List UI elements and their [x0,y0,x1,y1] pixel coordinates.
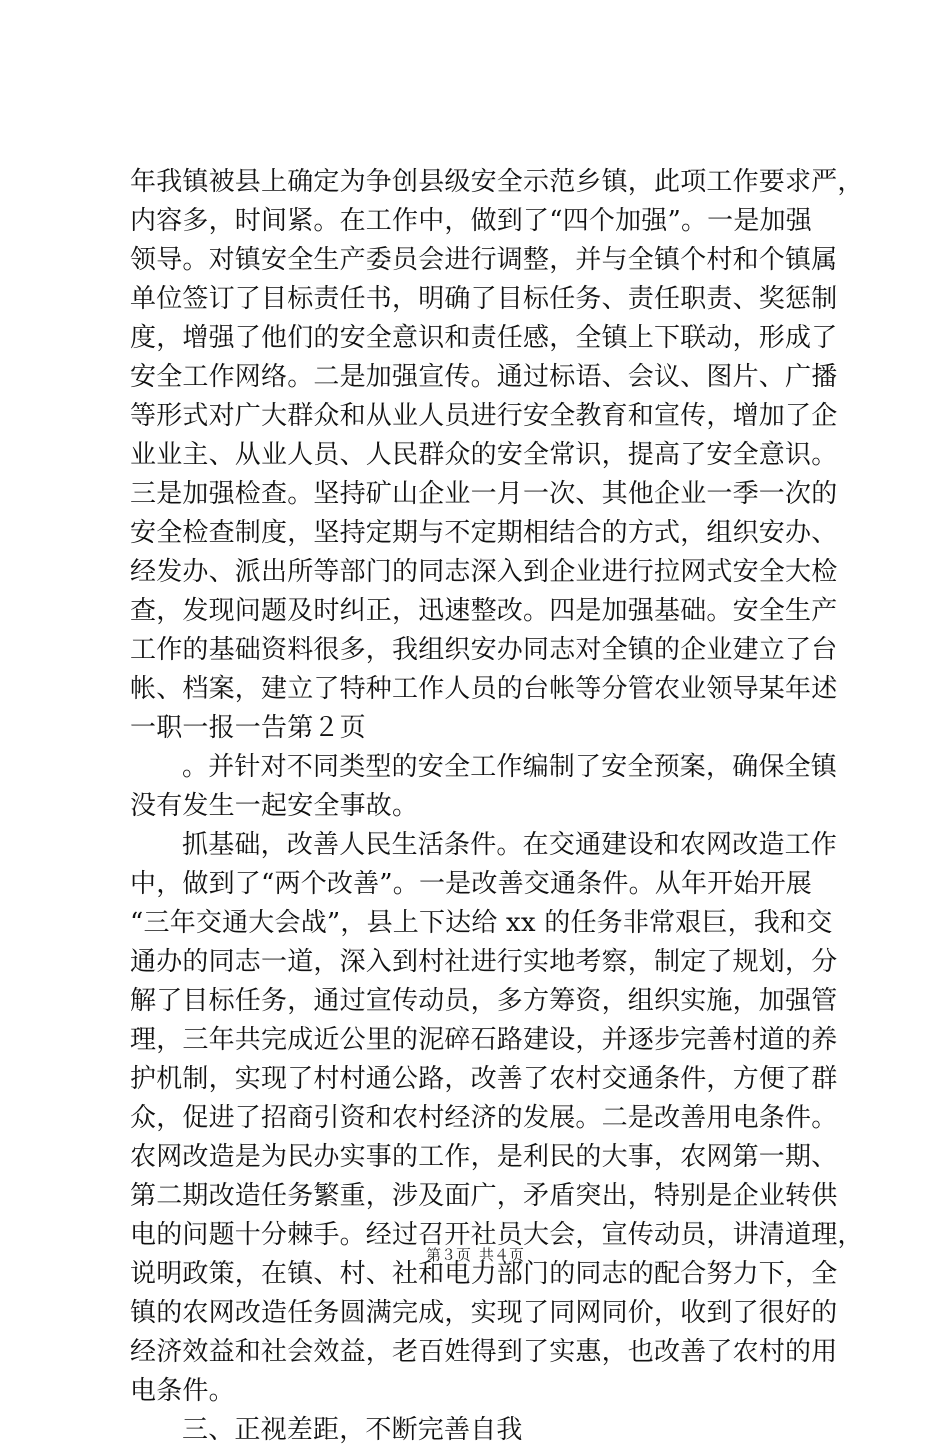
text-line: 业业主、从业人员、人民群众的安全常识，提高了安全意识。 [130,440,838,470]
text-line: 解了目标任务，通过宣传动员，多方筹资，组织实施，加强管 [130,986,838,1016]
text-line: 电条件。 [130,1376,235,1406]
text-line: “三年交通大会战”，县上下达给 xx 的任务非常艰巨，我和交 [130,908,833,938]
text-line: 工作的基础资料很多，我组织安办同志对全镇的企业建立了台 [130,635,838,665]
paragraph-start-line: 。并针对不同类型的安全工作编制了安全预案，确保全镇 [182,752,838,782]
text-line: 三是加强检查。坚持矿山企业一月一次、其他企业一季一次的 [130,479,838,509]
section-heading: 三、正视差距，不断完善自我 [182,1415,523,1445]
text-line: 安全工作网络。二是加强宣传。通过标语、会议、图片、广播 [130,362,838,392]
page-footer [0,1245,950,1265]
text-line: 度，增强了他们的安全意识和责任感，全镇上下联动，形成了 [130,323,838,353]
text-line: 帐、档案，建立了特种工作人员的台帐等分管农业领导某年述 [130,674,838,704]
text-line: 镇的农网改造任务圆满完成，实现了同网同价，收到了很好的 [130,1298,838,1328]
text-line: 护机制，实现了村村通公路，改善了农村交通条件，方便了群 [130,1064,838,1094]
text-line: 理，三年共完成近公里的泥碎石路建设，并逐步完善村道的养 [130,1025,838,1055]
text-line: 电的问题十分棘手。经过召开社员大会，宣传动员，讲清道理， [130,1220,864,1250]
text-line: 通办的同志一道，深入到村社进行实地考察，制定了规划，分 [130,947,838,977]
text-line: 年我镇被县上确定为争创县级安全示范乡镇，此项工作要求严， [130,167,864,197]
text-line: 一职一报一告第２页 [130,713,366,743]
text-line: 众，促进了招商引资和农村经济的发展。二是改善用电条件。 [130,1103,838,1133]
text-line: 中，做到了“两个改善”。一是改善交通条件。从年开始开展 [130,869,812,899]
text-line: 等形式对广大群众和从业人员进行安全教育和宣传，增加了企 [130,401,838,431]
text-line: 农网改造是为民办实事的工作，是利民的大事，农网第一期、 [130,1142,838,1172]
text-line: 单位签订了目标责任书，明确了目标任务、责任职责、奖惩制 [130,284,838,314]
text-line: 内容多，时间紧。在工作中，做到了“四个加强”。一是加强 [130,206,812,236]
text-line: 没有发生一起安全事故。 [130,791,419,821]
text-line: 说明政策，在镇、村、社和电力部门的同志的配合努力下，全 [130,1259,838,1289]
text-line: 第二期改造任务繁重，涉及面广，矛盾突出，特别是企业转供 [130,1181,838,1211]
text-line: 查，发现问题及时纠正，迅速整改。四是加强基础。安全生产 [130,596,838,626]
page-number: 第３页 [425,1246,471,1264]
page-total: 共４页 [479,1246,525,1264]
text-line: 经发办、派出所等部门的同志深入到企业进行拉网式安全大检 [130,557,838,587]
paragraph-start-line: 抓基础，改善人民生活条件。在交通建设和农网改造工作 [182,830,838,860]
text-line: 经济效益和社会效益，老百姓得到了实惠，也改善了农村的用 [130,1337,838,1367]
text-line: 安全检查制度，坚持定期与不定期相结合的方式，组织安办、 [130,518,838,548]
text-line: 领导。对镇安全生产委员会进行调整，并与全镇个村和个镇属 [130,245,838,275]
